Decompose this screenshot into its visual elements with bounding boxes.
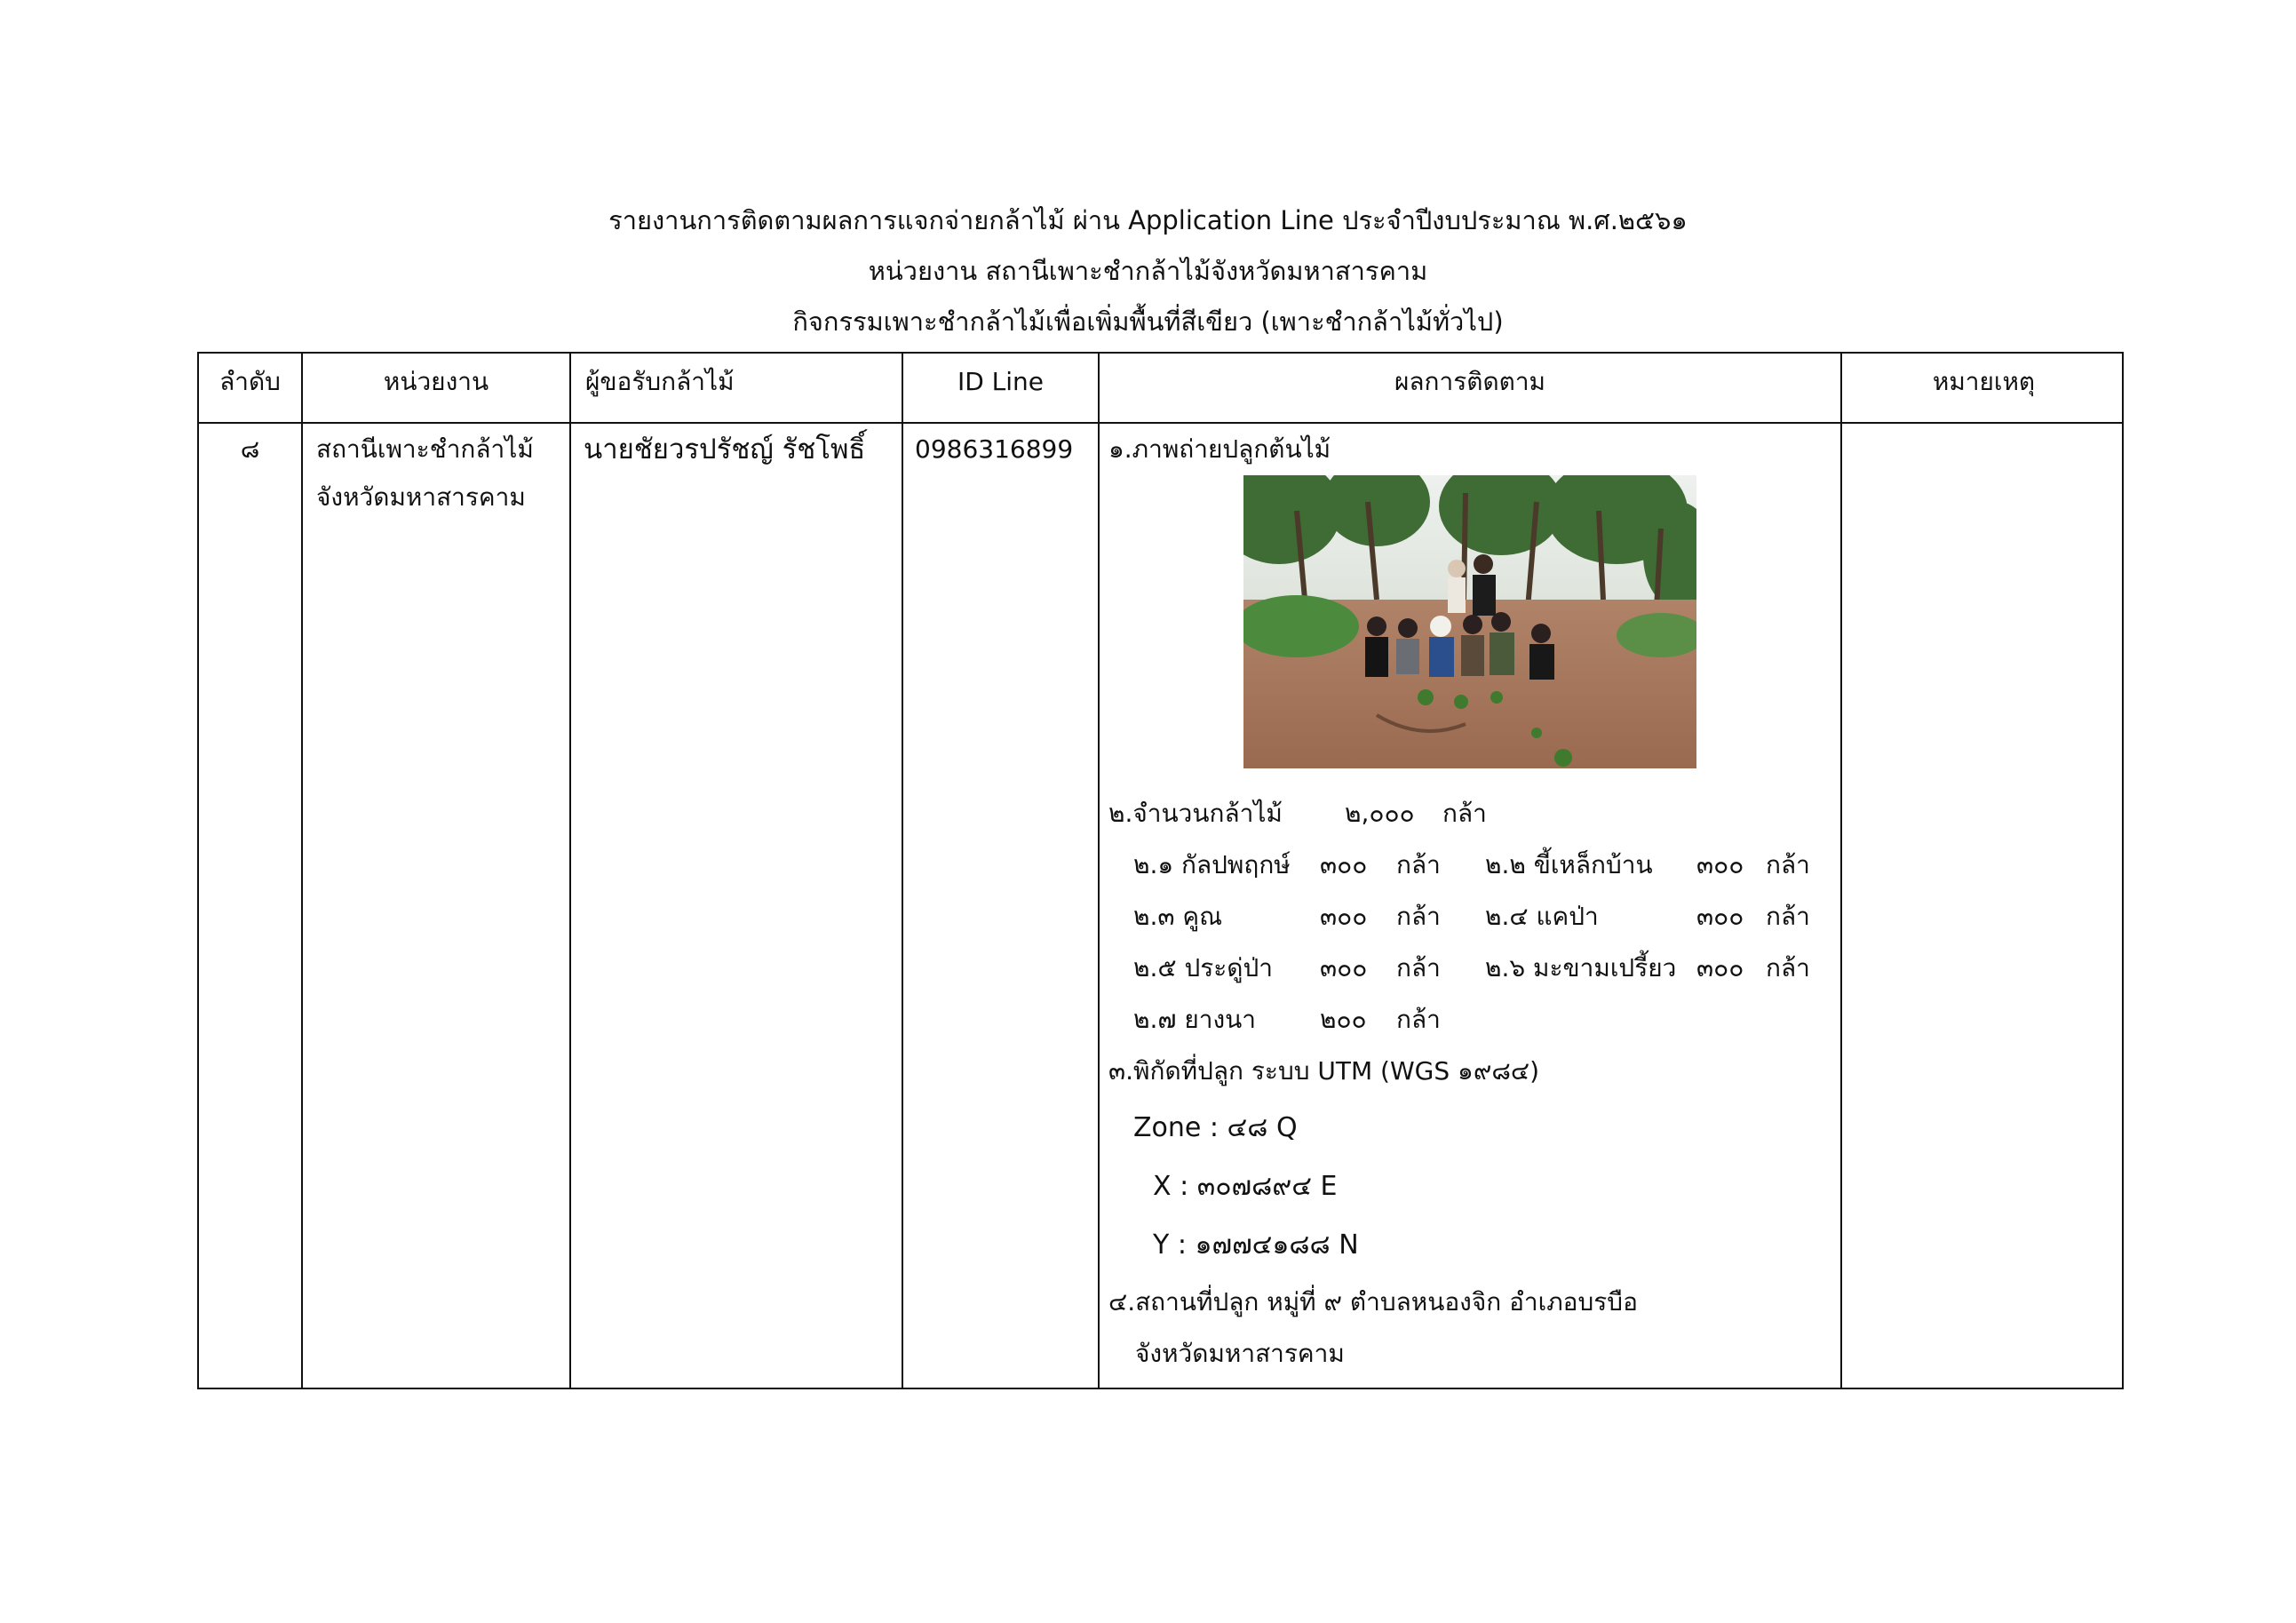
species-5-unit: กล้า bbox=[1396, 953, 1441, 983]
column-divider bbox=[1098, 354, 1100, 1388]
species-4-unit: กล้า bbox=[1766, 902, 1810, 931]
species-3-qty: ๓๐๐ bbox=[1320, 902, 1368, 931]
row-agency-line2: จังหวัดมหาสารคาม bbox=[316, 482, 526, 512]
row-id-line: 0986316899 bbox=[915, 434, 1074, 464]
species-4-qty: ๓๐๐ bbox=[1696, 902, 1744, 931]
utm-x: X : ๓๐๗๘๙๔ E bbox=[1153, 1171, 1338, 1202]
utm-zone: Zone : ๔๘ Q bbox=[1133, 1112, 1298, 1143]
row-recipient: นายชัยวรปรัชญ์ รัชโพธิ์ bbox=[584, 434, 866, 465]
report-title: รายงานการติดตามผลการแจกจ่ายกล้าไม้ ผ่าน Application Line ประจำปีงบประมาณ พ.ศ.๒๕๖๑ bbox=[608, 205, 1688, 235]
activity-title: กิจกรรมเพาะชำกล้าไม้เพื่อเพิ่มพื้นที่สีเขียว (เพาะชำกล้าไม้ทั่วไป) bbox=[792, 306, 1504, 337]
species-5-name: ๒.๕ ประดู่ป่า bbox=[1133, 953, 1273, 983]
species-2-unit: กล้า bbox=[1766, 850, 1810, 879]
utm-y: Y : ๑๗๗๔๑๘๘ N bbox=[1153, 1229, 1359, 1261]
species-6-unit: กล้า bbox=[1766, 953, 1810, 983]
species-7-unit: กล้า bbox=[1396, 1005, 1441, 1034]
total-label: ๒.จำนวนกล้าไม้ bbox=[1108, 799, 1283, 828]
species-1-unit: กล้า bbox=[1396, 850, 1441, 879]
follow-up-table bbox=[197, 352, 2124, 1389]
header-result: ผลการติดตาม bbox=[1394, 367, 1545, 396]
tree-planting-photo bbox=[1243, 475, 1696, 768]
species-2-qty: ๓๐๐ bbox=[1696, 850, 1744, 879]
species-6-qty: ๓๐๐ bbox=[1696, 953, 1744, 983]
location-line2: จังหวัดมหาสารคาม bbox=[1135, 1339, 1345, 1368]
header-agency: หน่วยงาน bbox=[383, 367, 489, 396]
agency-title: หน่วยงาน สถานีเพาะชำกล้าไม้จังหวัดมหาสารคาม bbox=[868, 256, 1428, 286]
species-3-name: ๒.๓ คูณ bbox=[1133, 902, 1223, 931]
header-recipient: ผู้ขอรับกล้าไม้ bbox=[585, 367, 735, 396]
species-7-qty: ๒๐๐ bbox=[1320, 1005, 1367, 1034]
coord-label: ๓.พิกัดที่ปลูก ระบบ UTM (WGS ๑๙๘๔) bbox=[1108, 1056, 1540, 1086]
column-divider bbox=[301, 354, 303, 1388]
header-divider bbox=[199, 422, 2122, 424]
species-1-name: ๒.๑ กัลปพฤกษ์ bbox=[1133, 850, 1291, 879]
species-7-name: ๒.๗ ยางนา bbox=[1133, 1005, 1256, 1034]
row-agency-line1: สถานีเพาะชำกล้าไม้ bbox=[316, 434, 534, 464]
photo-label: ๑.ภาพถ่ายปลูกต้นไม้ bbox=[1108, 434, 1331, 464]
total-unit: กล้า bbox=[1442, 799, 1487, 828]
header-remark: หมายเหตุ bbox=[1932, 367, 2036, 396]
species-3-unit: กล้า bbox=[1396, 902, 1441, 931]
species-1-qty: ๓๐๐ bbox=[1320, 850, 1368, 879]
species-4-name: ๒.๔ แคป่า bbox=[1485, 902, 1599, 931]
species-6-name: ๒.๖ มะขามเปรี้ยว bbox=[1485, 953, 1677, 983]
location-line1: ๔.สถานที่ปลูก หมู่ที่ ๙ ตำบลหนองจิก อำเภอบรบือ bbox=[1108, 1287, 1638, 1317]
column-divider bbox=[1840, 354, 1842, 1388]
header-seq: ลำดับ bbox=[219, 367, 281, 396]
row-seq: ๘ bbox=[240, 434, 260, 464]
column-divider bbox=[569, 354, 571, 1388]
total-value: ๒,๐๐๐ bbox=[1345, 799, 1415, 828]
header-id-line: ID Line bbox=[957, 367, 1045, 396]
species-2-name: ๒.๒ ขี้เหล็กบ้าน bbox=[1485, 850, 1653, 879]
column-divider bbox=[902, 354, 903, 1388]
species-5-qty: ๓๐๐ bbox=[1320, 953, 1368, 983]
